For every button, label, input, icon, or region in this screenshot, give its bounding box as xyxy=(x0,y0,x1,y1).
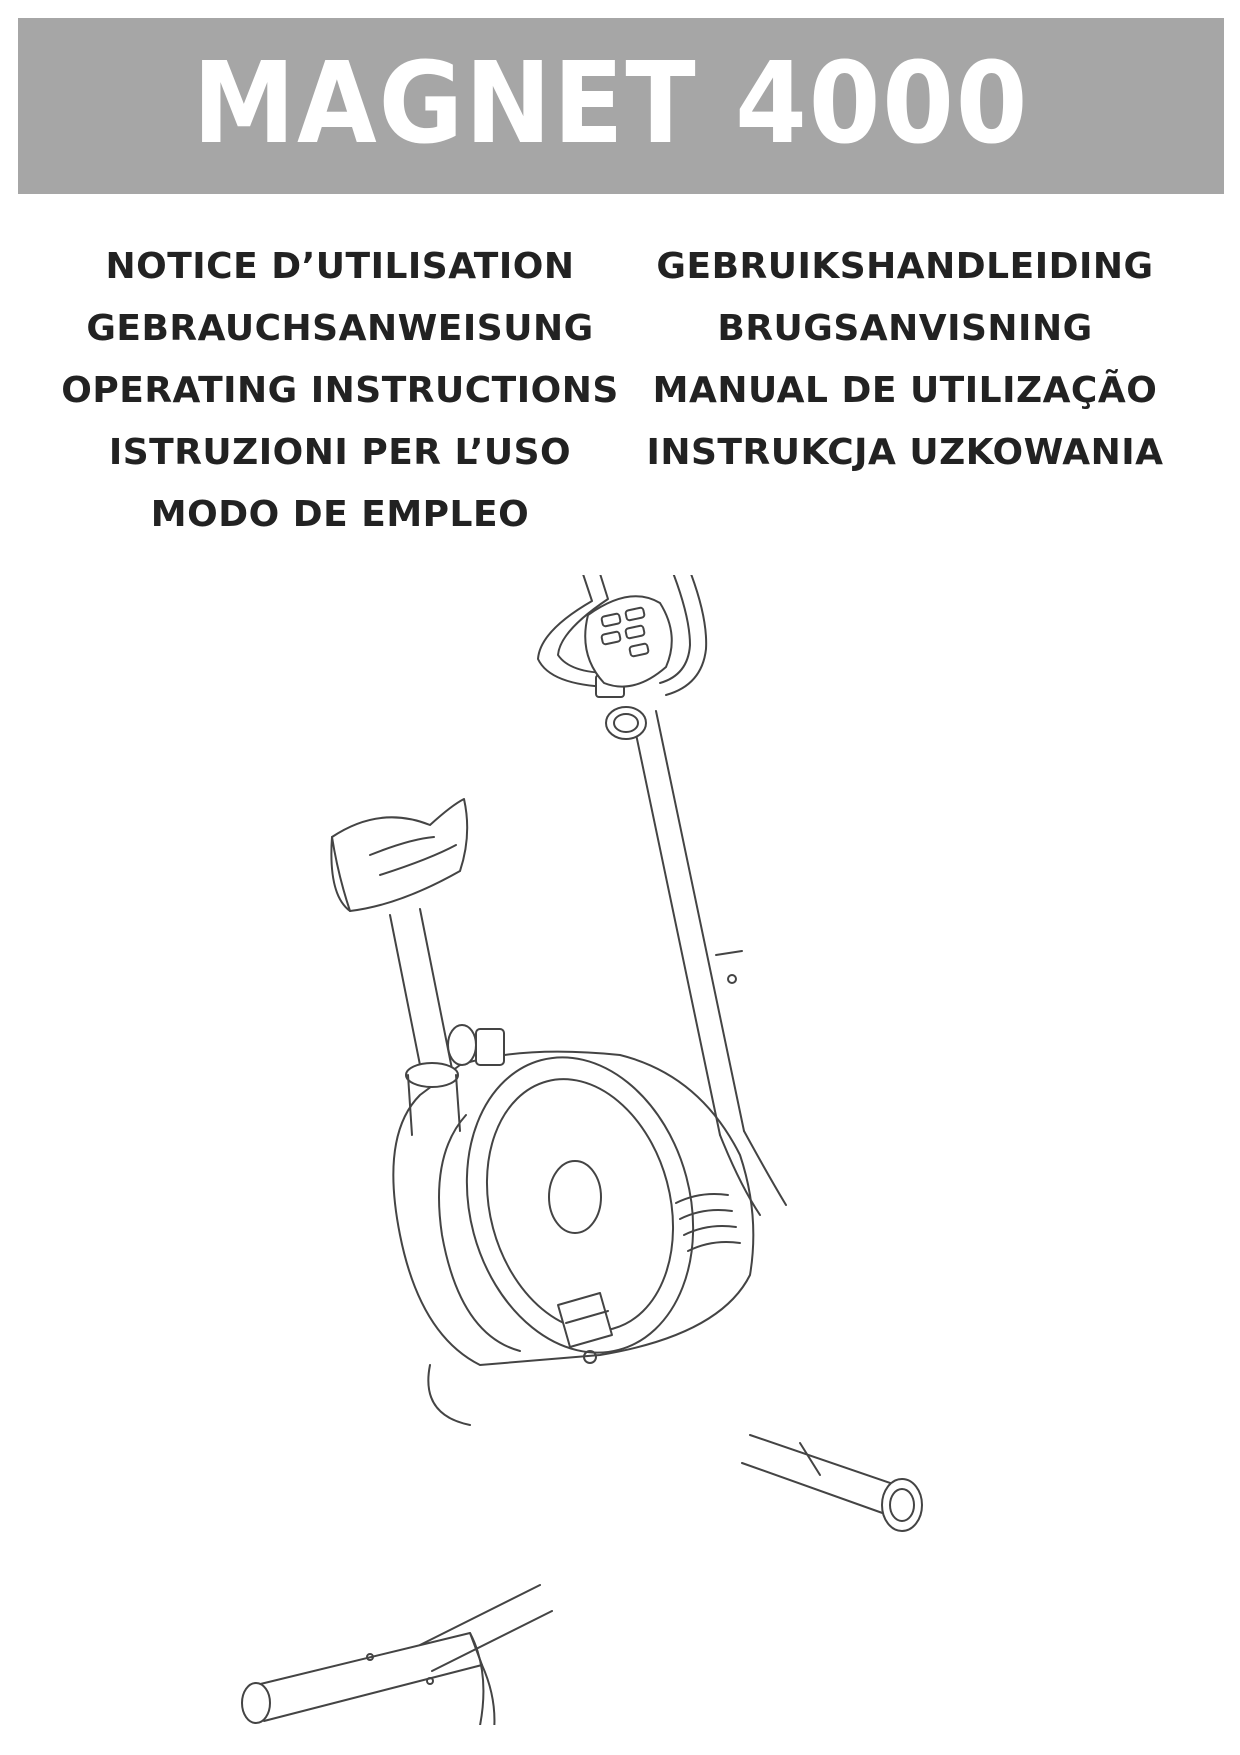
language-title-fr: NOTICE D’UTILISATION xyxy=(105,246,575,287)
language-title-da: BRUGSANVISNING xyxy=(717,308,1093,349)
language-title-de: GEBRAUCHSANWEISUNG xyxy=(86,308,594,349)
product-title: MAGNET 4000 xyxy=(192,39,1030,169)
language-title-es: MODO DE EMPLEO xyxy=(150,494,530,535)
language-title-it: ISTRUZIONI PER L’USO xyxy=(108,432,572,473)
flywheel-housing xyxy=(393,1032,753,1425)
saddle xyxy=(331,799,467,911)
tension-knob xyxy=(606,707,646,739)
title-banner xyxy=(18,18,1224,194)
base-frame-tube xyxy=(420,1585,552,1671)
rear-stabilizer xyxy=(242,1633,500,1725)
language-title-pt: MANUAL DE UTILIZAÇÃO xyxy=(652,370,1158,411)
language-title-nl: GEBRUIKSHANDLEIDING xyxy=(656,246,1154,287)
console xyxy=(585,596,672,686)
exercise-bike-illustration xyxy=(220,575,1040,1725)
front-stabilizer xyxy=(742,1435,922,1531)
language-list-left xyxy=(40,236,640,546)
exercise-bike-drawing xyxy=(220,575,1040,1725)
language-title-pl: INSTRUKCJA UZKOWANIA xyxy=(646,432,1164,473)
language-title-en: OPERATING INSTRUCTIONS xyxy=(61,370,619,411)
language-list-right xyxy=(605,236,1205,484)
